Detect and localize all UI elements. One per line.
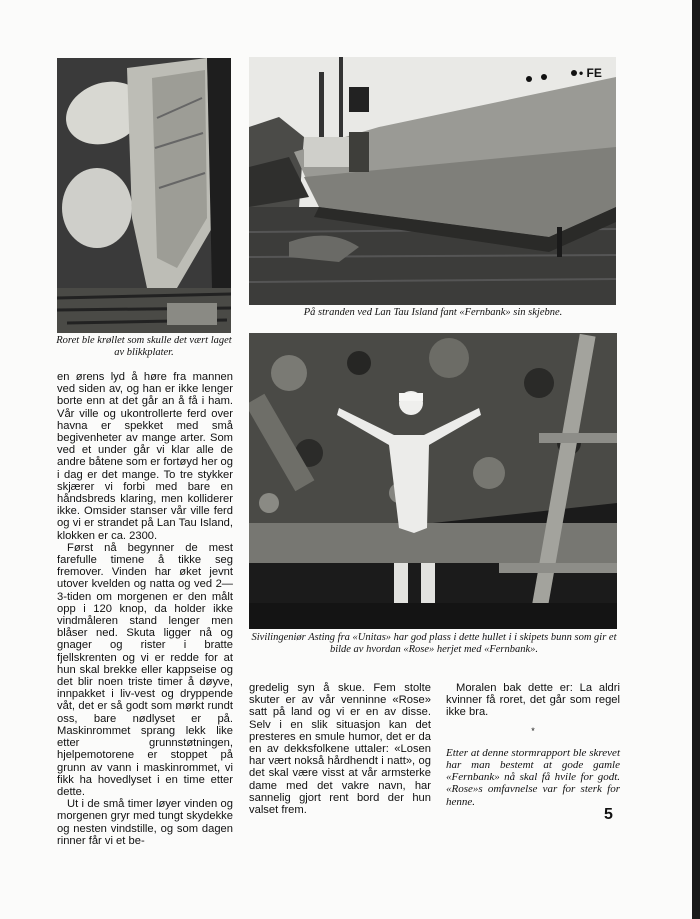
- moral-paragraph: Moralen bak dette er: La aldri kvinner få roret, det går som regel ikke bra.: [446, 682, 620, 719]
- rudder-caption: Roret ble krøllet som skulle det vært laget av blikkplater.: [56, 335, 232, 358]
- hull-lettering: • FE: [579, 66, 602, 80]
- paragraph: en ørens lyd å høre fra mannen ved siden av, og han er ikke lenger borte enn at det går an å få i ham. Vår ville og ukontrollerte ferd over havna er spekket med små begivenheter av mange arter. Som ved et under går vi klar alle de andre båtene som er fortøyd her og i dag er det mange. To tre stykker skjærer vi forbi med bare en håndsbreds klaring, men kolliderer ikke. Omsider stanser vår ville ferd og vi er strandet på Lan Tau Island, klokken er ca. 2300.: [57, 371, 233, 542]
- stranded-ship-caption: På stranden ved Lan Tau Island fant «Fernbank» sin skjebne.: [303, 307, 563, 318]
- section-divider-star: *: [531, 725, 535, 736]
- page-number: 5: [604, 806, 613, 823]
- stranded-ship-photo: [249, 57, 616, 305]
- page-edge: [692, 0, 700, 919]
- text-column-1: [57, 371, 233, 847]
- rudder-photo: [57, 58, 231, 333]
- paragraph: Ut i de små timer løyer vinden og morgenen gryr med tungt skydekke og nesten vindstille, og som dagen rinner får vi et be-: [57, 798, 233, 847]
- engineer-photo: [249, 333, 617, 629]
- engineer-caption: Sivilingeniør Asting fra «Unitas» har god plass i dette hullet i i skipets bunn som gir et bilde av hvordan «Rose» herjet med «Fernbank».: [251, 632, 617, 655]
- text-column-3: [446, 682, 620, 808]
- text-column-2: [249, 682, 431, 816]
- paragraph: Først nå begynner de mest farefulle timene å tikke seg fremover. Vinden har øket jevnt utover kvelden og natta og ved 2—3-tiden om morgenen er den målt opp i 120 knop, da holder ikke vindmåleren stand lenger men blåser ned. Skuta ligger nå og gnager og rister i bratte fjellskrenten og vi er redde for at hun skal brekke eller kappseise og det blir noen triste timer å døyve, innpakket i liv-vest og dryppende våt, det er så godt som mørkt rundt oss, bare nødlyset er på. Maskinrommet sprang lekk like etter grunnstøtningen, hjelpemotorene er stoppet på grunn av vann i maskinrommet, vi fikk ha hovedlyset i en time etter dette.: [57, 541, 233, 798]
- closing-note: Etter at denne stormrapport ble skrevet har man bestemt at gode gamle «Fernbank» nå skal få hvile for godt. «Rose»s omfavnelse var for sterk for henne.: [446, 746, 620, 808]
- paragraph: gredelig syn å skue. Fem stolte skuter er av vår venninne «Rose» satt på land og vi er en av disse. Selv i en slik situasjon kan det presteres en smule humor, det er da en av dekksfolkene uttaler: «Losen har vært nokså hårdhendt i natt», og det skal være visst at vår armsterke dame med det vakre navn, har sannelig gjort rent bord der hun valset frem.: [249, 682, 431, 817]
